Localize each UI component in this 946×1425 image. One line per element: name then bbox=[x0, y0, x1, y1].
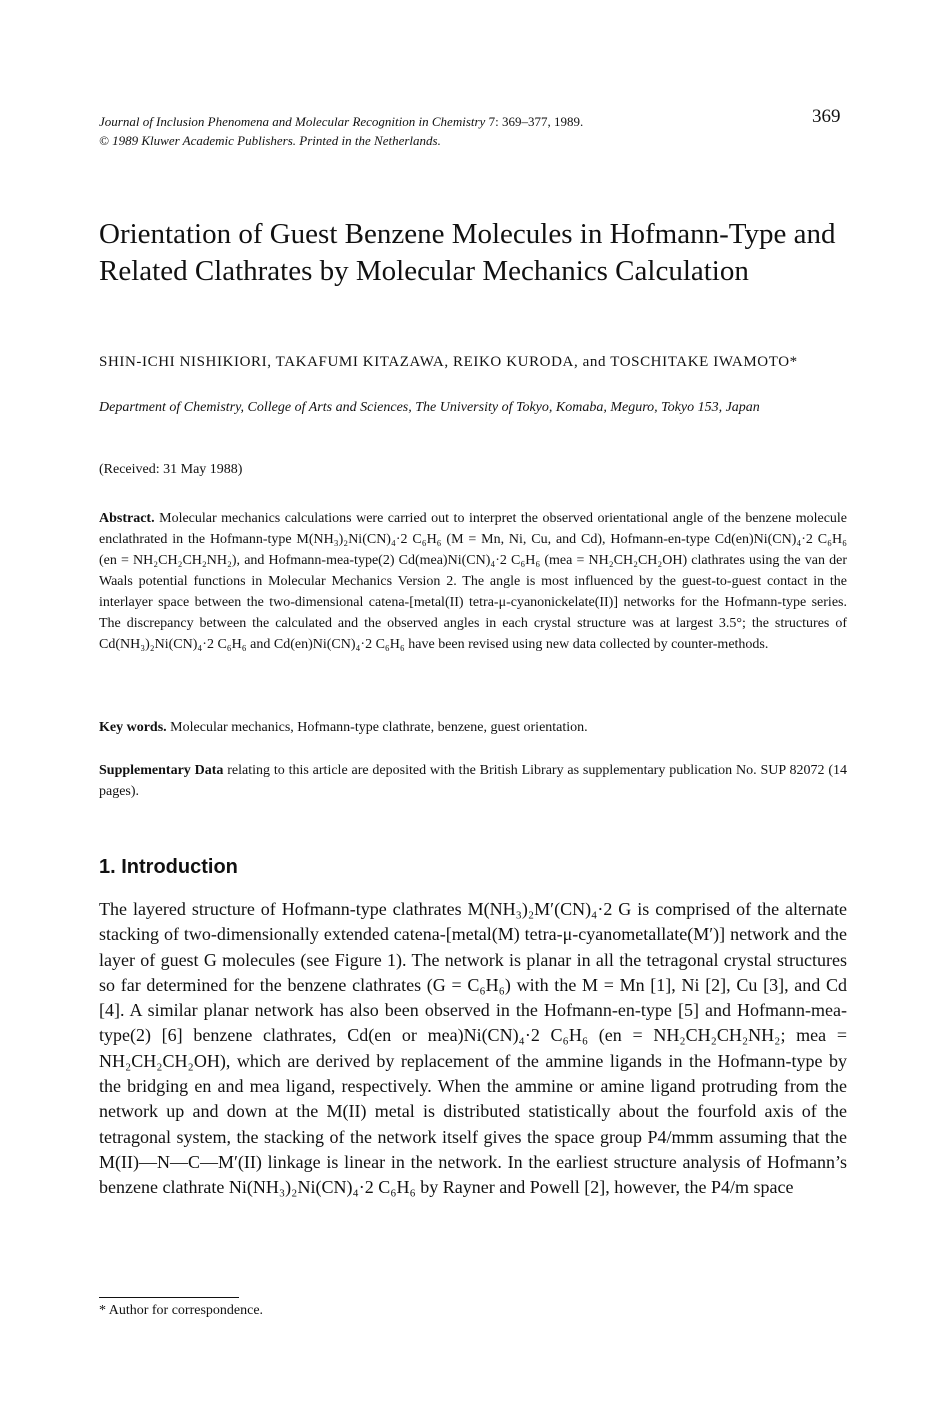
abstract bbox=[99, 508, 847, 655]
section-heading: 1. Introduction bbox=[99, 856, 238, 878]
introduction-body: The layered structure of Hofmann-type clathrates M(NH₃)₂M′(CN)₄·2 G is comprised of the alternate stacking of two-dimensionally extended catena-[metal(M) tetra-μ-cyanometallate(M′)] network and the layer of guest G molecules (see Figure 1). The network is planar in all the tetragonal crystal structures so far determined for the benzene clathrates (G = C₆H₆) with the M = Mn [1], Ni [2], Cu [3], and Cd [4]. A similar planar network has also been observed in the Hofmann-en-type [5] and Hofmann-mea-type(2) [6] benzene clathrates, Cd(en or mea)Ni(CN)₄·2 C₆H₆ (en = NH₂CH₂CH₂NH₂; mea = NH₂CH₂CH₂OH), which are derived by replacement of the ammine ligands in the Hofmann-type by the bridging en and mea ligand, respectively. When the ammine or amine ligand protruding from the network up and down at the M(II) metal is distributed statistically about the fourfold axis of the tetragonal system, the stacking of the network itself gives the space group P4/mmm assuming that the M(II)—N—C—M′(II) linkage is linear in the network. In the earliest structure analysis of Hofmann’s benzene clathrate Ni(NH₃)₂Ni(CN)₄·2 C₆H₆ by Rayner and Powell [2], however, the P4/m space bbox=[99, 899, 847, 1198]
supplementary-data bbox=[99, 760, 847, 802]
abstract-text: Molecular mechanics calculations were carried out to interpret the observed orientational angle of the benzene molecule enclathrated in the Hofmann-type M(NH₃)₂Ni(CN)₄·2 C₆H₆ (M = Mn, Ni, Cu, and Cd), Hofmann-en-type Cd(en)Ni(CN)₄·2 C₆H₆ (en = NH₂CH₂CH₂NH₂), and Hofmann-mea-type(2) Cd(mea)Ni(CN)₄·2 C₆H₆ (mea = NH₂CH₂CH₂OH) clathrates using the van der Waals potential functions in Molecular Mechanics Version 2. The angle is most influenced by the guest-to-guest contact in the interlayer space between the two-dimensional catena-[metal(II) tetra-μ-cyanonickelate(II)] networks for the Hofmann-type series. The discrepancy between the calculated and the observed angles in each crystal structure was at largest 3.5°; the structures of Cd(NH₃)₂Ni(CN)₄·2 C₆H₆ and Cd(en)Ni(CN)₄·2 C₆H₆ have been revised using new data collected by counter-methods. bbox=[99, 511, 848, 652]
supplementary-label: Supplementary Data bbox=[99, 763, 224, 778]
journal-citation bbox=[99, 112, 719, 150]
keywords bbox=[99, 717, 847, 738]
received-date: (Received: 31 May 1988) bbox=[99, 462, 243, 477]
footnote-divider bbox=[99, 1297, 239, 1298]
author-list: SHIN-ICHI NISHIKIORI, TAKAFUMI KITAZAWA, REIKO KURODA, and TOSCHITAKE IWAMOTO* bbox=[99, 354, 798, 370]
keywords-text: Molecular mechanics, Hofmann-type clathrate, benzene, guest orientation. bbox=[170, 720, 588, 735]
abstract-label: Abstract. bbox=[99, 511, 155, 526]
keywords-label: Key words. bbox=[99, 720, 167, 735]
journal-volume: 7 bbox=[488, 114, 496, 129]
copyright-line: © 1989 Kluwer Academic Publishers. Printed in the Netherlands. bbox=[99, 133, 441, 148]
journal-pages-year: : 369–377, 1989. bbox=[495, 114, 584, 129]
footnote: * Author for correspondence. bbox=[99, 1303, 264, 1318]
supplementary-text: relating to this article are deposited with the British Library as supplementary publication No. SUP 82072 (14 pages). bbox=[99, 763, 847, 799]
page-number: 369 bbox=[812, 106, 841, 127]
affiliation: Department of Chemistry, College of Arts and Sciences, The University of Tokyo, Komaba, Meguro, Tokyo 153, Japan bbox=[99, 400, 760, 415]
journal-name: Journal of Inclusion Phenomena and Molecular Recognition in Chemistry bbox=[99, 114, 486, 129]
paper-title: Orientation of Guest Benzene Molecules in Hofmann-Type and Related Clathrates by Molecular Mechanics Calculation bbox=[99, 218, 836, 287]
